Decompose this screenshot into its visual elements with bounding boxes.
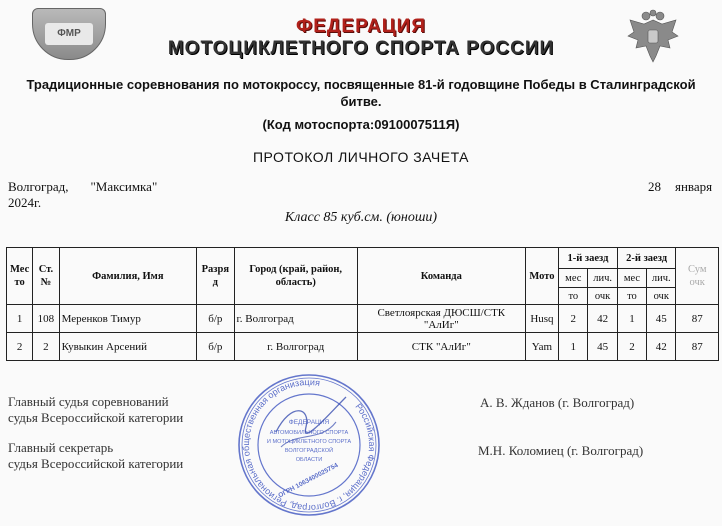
event-city: Волгоград, bbox=[8, 179, 69, 194]
table-row bbox=[7, 305, 719, 333]
cell-team: СТК "АлИг" bbox=[357, 333, 525, 361]
cell-h2-points: 42 bbox=[647, 333, 676, 361]
cell-rank: б/р bbox=[197, 333, 234, 361]
stamp-ring-text: Российская Федерация, г. Волгоград, Региональная общественная организация bbox=[240, 376, 378, 514]
table-header-row bbox=[7, 248, 719, 269]
chief-judge-line1: Главный судья соревнований bbox=[8, 394, 169, 409]
stamp-center-line4: ВОЛГОГРАДСКОЙ bbox=[284, 448, 334, 454]
signature-stroke bbox=[276, 397, 346, 433]
cell-moto: Yam bbox=[525, 333, 558, 361]
header-place: Мес то bbox=[7, 248, 33, 305]
cell-h1-place: 2 bbox=[559, 305, 588, 333]
header-h1-to: то bbox=[559, 288, 588, 305]
cell-sum: 87 bbox=[676, 333, 719, 361]
header-heat2: 2-й заезд bbox=[617, 248, 676, 269]
protocol-title: ПРОТОКОЛ ЛИЧНОГО ЗАЧЕТА bbox=[252, 149, 470, 165]
cell-sum: 87 bbox=[676, 305, 719, 333]
event-title-line1: Традиционные соревнования по мотокроссу, посвященные 81-й годовщине Победы в Сталинградской bbox=[26, 77, 696, 92]
header-rank: Разря д bbox=[197, 248, 234, 305]
cell-h2-place: 1 bbox=[617, 305, 646, 333]
chief-secretary-title bbox=[8, 440, 183, 472]
event-title-line2: битве. bbox=[340, 94, 382, 109]
header-name: Фамилия, Имя bbox=[59, 248, 197, 305]
stamp-center-line3: И МОТОЦИКЛЕТНОГО СПОРТА bbox=[266, 439, 352, 445]
header-h2-to: то bbox=[617, 288, 646, 305]
event-title bbox=[10, 76, 712, 110]
header-h1-mes: мес bbox=[559, 269, 588, 288]
cell-name: Меренков Тимур bbox=[59, 305, 197, 333]
stamp-center-line5: ОБЛАСТИ bbox=[295, 457, 323, 463]
cell-start: 108 bbox=[33, 305, 59, 333]
header-h2-mes: мес bbox=[617, 269, 646, 288]
chief-secretary-line1: Главный секретарь bbox=[8, 440, 114, 455]
chief-secretary-name: М.Н. Коломиец (г. Волгоград) bbox=[478, 443, 644, 458]
chief-judge-title bbox=[8, 394, 183, 426]
header-h1-lich: лич. bbox=[588, 269, 617, 288]
cell-h2-place: 2 bbox=[617, 333, 646, 361]
results-table bbox=[6, 247, 719, 361]
cell-team: Светлоярская ДЮСШ/СТК "АлИг" bbox=[357, 305, 525, 333]
cell-city: г. Волгоград bbox=[234, 333, 357, 361]
event-date bbox=[648, 179, 712, 195]
chief-judge-name: А. В. Жданов (г. Волгоград) bbox=[480, 395, 635, 410]
cell-rank: б/р bbox=[197, 305, 234, 333]
header-h1-ochk: очк bbox=[588, 288, 617, 305]
cell-moto: Husq bbox=[525, 305, 558, 333]
header-h2-ochk: очк bbox=[647, 288, 676, 305]
cell-h2-points: 45 bbox=[647, 305, 676, 333]
header-team: Команда bbox=[357, 248, 525, 305]
cell-h1-place: 1 bbox=[559, 333, 588, 361]
official-stamp bbox=[236, 372, 382, 518]
event-place bbox=[8, 179, 157, 211]
cell-start: 2 bbox=[33, 333, 59, 361]
event-year: 2024г. bbox=[8, 195, 42, 210]
header-heat1: 1-й заезд bbox=[559, 248, 618, 269]
eagle-emblem-icon bbox=[624, 8, 682, 64]
cell-name: Кувыкин Арсений bbox=[59, 333, 197, 361]
table-row bbox=[7, 333, 719, 361]
cell-place: 1 bbox=[7, 305, 33, 333]
event-date-day: 28 bbox=[648, 179, 661, 194]
header-sum: Сум очк bbox=[676, 248, 719, 305]
cell-place: 2 bbox=[7, 333, 33, 361]
chief-secretary-line2: судья Всероссийской категории bbox=[8, 456, 184, 471]
stamp-ogrn: ОГРН 1063400025754 bbox=[277, 461, 340, 500]
federation-title-line1: ФЕДЕРАЦИЯ bbox=[295, 16, 426, 37]
class-title: Класс 85 куб.см. (юноши) bbox=[284, 210, 438, 225]
chief-judge-line2: судья Всероссийской категории bbox=[8, 410, 184, 425]
logo-text: ФМР bbox=[45, 23, 93, 45]
header-city: Город (край, район, область) bbox=[234, 248, 357, 305]
header-h2-lich: лич. bbox=[647, 269, 676, 288]
event-code: (Код мотоспорта:0910007511Я) bbox=[262, 117, 460, 132]
stamp-center-line1: ФЕДЕРАЦИЯ bbox=[288, 419, 330, 426]
event-venue: "Максимка" bbox=[90, 179, 158, 194]
cell-city: г. Волгоград bbox=[234, 305, 357, 333]
federation-title-line2: МОТОЦИКЛЕТНОГО СПОРТА РОССИИ bbox=[167, 38, 555, 59]
header-moto: Мото bbox=[525, 248, 558, 305]
event-date-month: января bbox=[675, 179, 713, 194]
header-start-number: Ст. № bbox=[33, 248, 59, 305]
stamp-center-line2: АВТОМОБИЛЬНОГО СПОРТА bbox=[269, 430, 349, 436]
cell-h1-points: 45 bbox=[588, 333, 617, 361]
cell-h1-points: 42 bbox=[588, 305, 617, 333]
